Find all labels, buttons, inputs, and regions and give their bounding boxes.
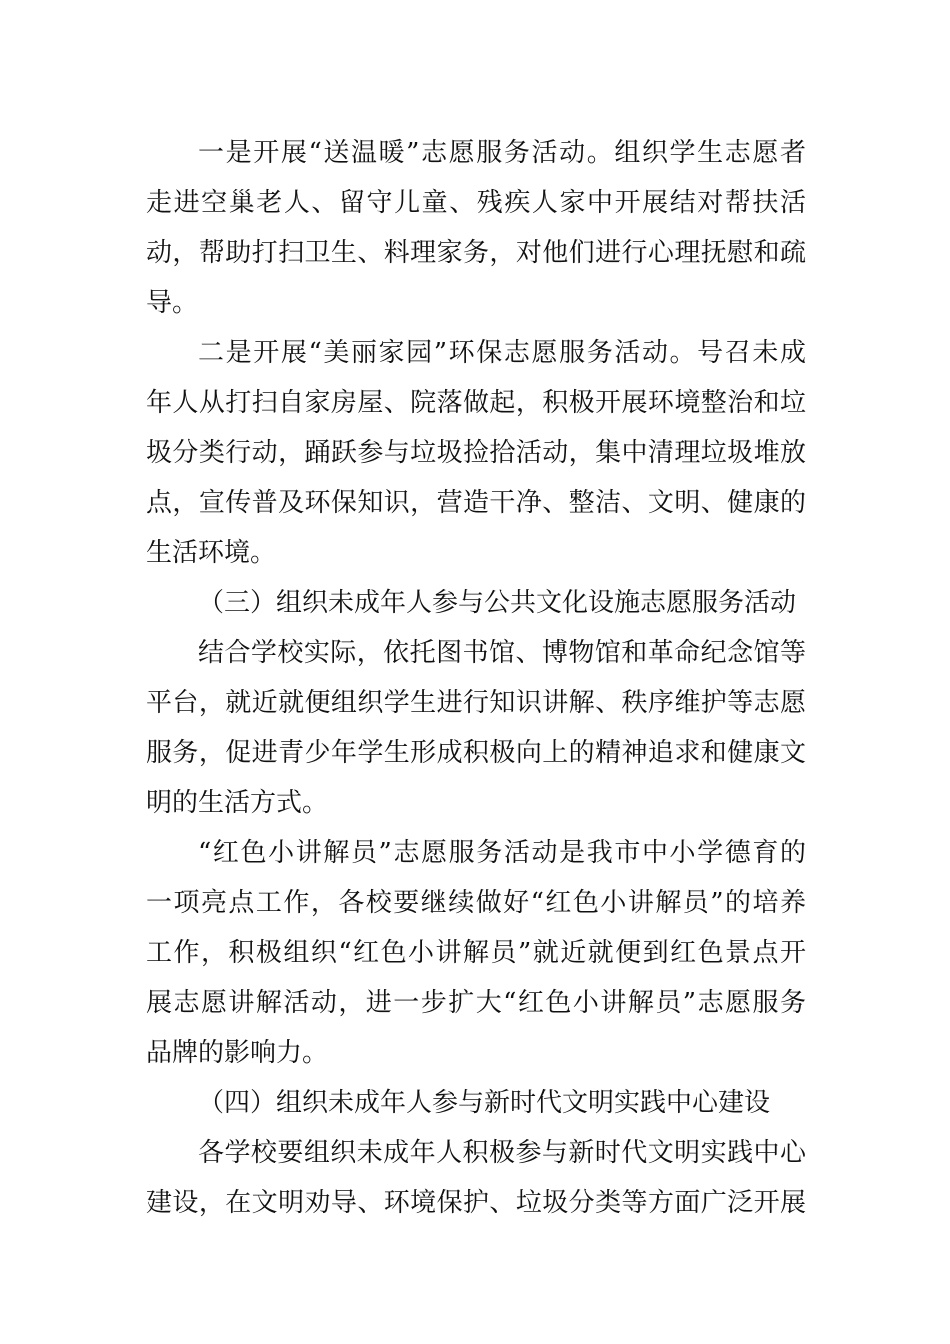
paragraph-line: 明的生活方式。 bbox=[146, 788, 329, 818]
paragraph-line: 一是开展“送温暖”志愿服务活动。组织学生志愿者 bbox=[198, 138, 806, 168]
paragraph-line: 圾分类行动，踊跃参与垃圾捡拾活动，集中清理垃圾堆放 bbox=[146, 438, 806, 468]
paragraph-line: 品牌的影响力。 bbox=[146, 1038, 329, 1068]
paragraph-line: 点，宣传普及环保知识，营造干净、整洁、文明、健康的 bbox=[146, 488, 806, 518]
paragraph-line: 一项亮点工作，各校要继续做好“红色小讲解员”的培养 bbox=[146, 888, 806, 918]
document-body bbox=[146, 128, 806, 1228]
paragraph-line: 二是开展“美丽家园”环保志愿服务活动。号召未成 bbox=[198, 338, 806, 368]
paragraph-line: 走进空巢老人、留守儿童、残疾人家中开展结对帮扶活 bbox=[146, 188, 806, 218]
paragraph-line: 导。 bbox=[146, 288, 199, 318]
paragraph-line: 结合学校实际，依托图书馆、博物馆和革命纪念馆等 bbox=[198, 638, 806, 668]
paragraph-line: 年人从打扫自家房屋、院落做起，积极开展环境整治和垃 bbox=[146, 388, 806, 418]
paragraph-line: 动，帮助打扫卫生、料理家务，对他们进行心理抚慰和疏 bbox=[146, 238, 806, 268]
paragraph-line: 生活环境。 bbox=[146, 538, 277, 568]
paragraph-line: 工作，积极组织“红色小讲解员”就近就便到红色景点开 bbox=[146, 938, 806, 968]
paragraph-line: 展志愿讲解活动，进一步扩大“红色小讲解员”志愿服务 bbox=[146, 988, 806, 1018]
paragraph-line: 各学校要组织未成年人积极参与新时代文明实践中心 bbox=[198, 1138, 806, 1168]
paragraph-line: “红色小讲解员”志愿服务活动是我市中小学德育的 bbox=[198, 838, 806, 868]
section-heading: （四）组织未成年人参与新时代文明实践中心建设 bbox=[198, 1088, 771, 1118]
paragraph-line: 平台，就近就便组织学生进行知识讲解、秩序维护等志愿 bbox=[146, 688, 806, 718]
paragraph-line: 服务，促进青少年学生形成积极向上的精神追求和健康文 bbox=[146, 738, 806, 768]
paragraph-line: 建设，在文明劝导、环境保护、垃圾分类等方面广泛开展 bbox=[146, 1188, 806, 1218]
section-heading: （三）组织未成年人参与公共文化设施志愿服务活动 bbox=[198, 588, 797, 618]
